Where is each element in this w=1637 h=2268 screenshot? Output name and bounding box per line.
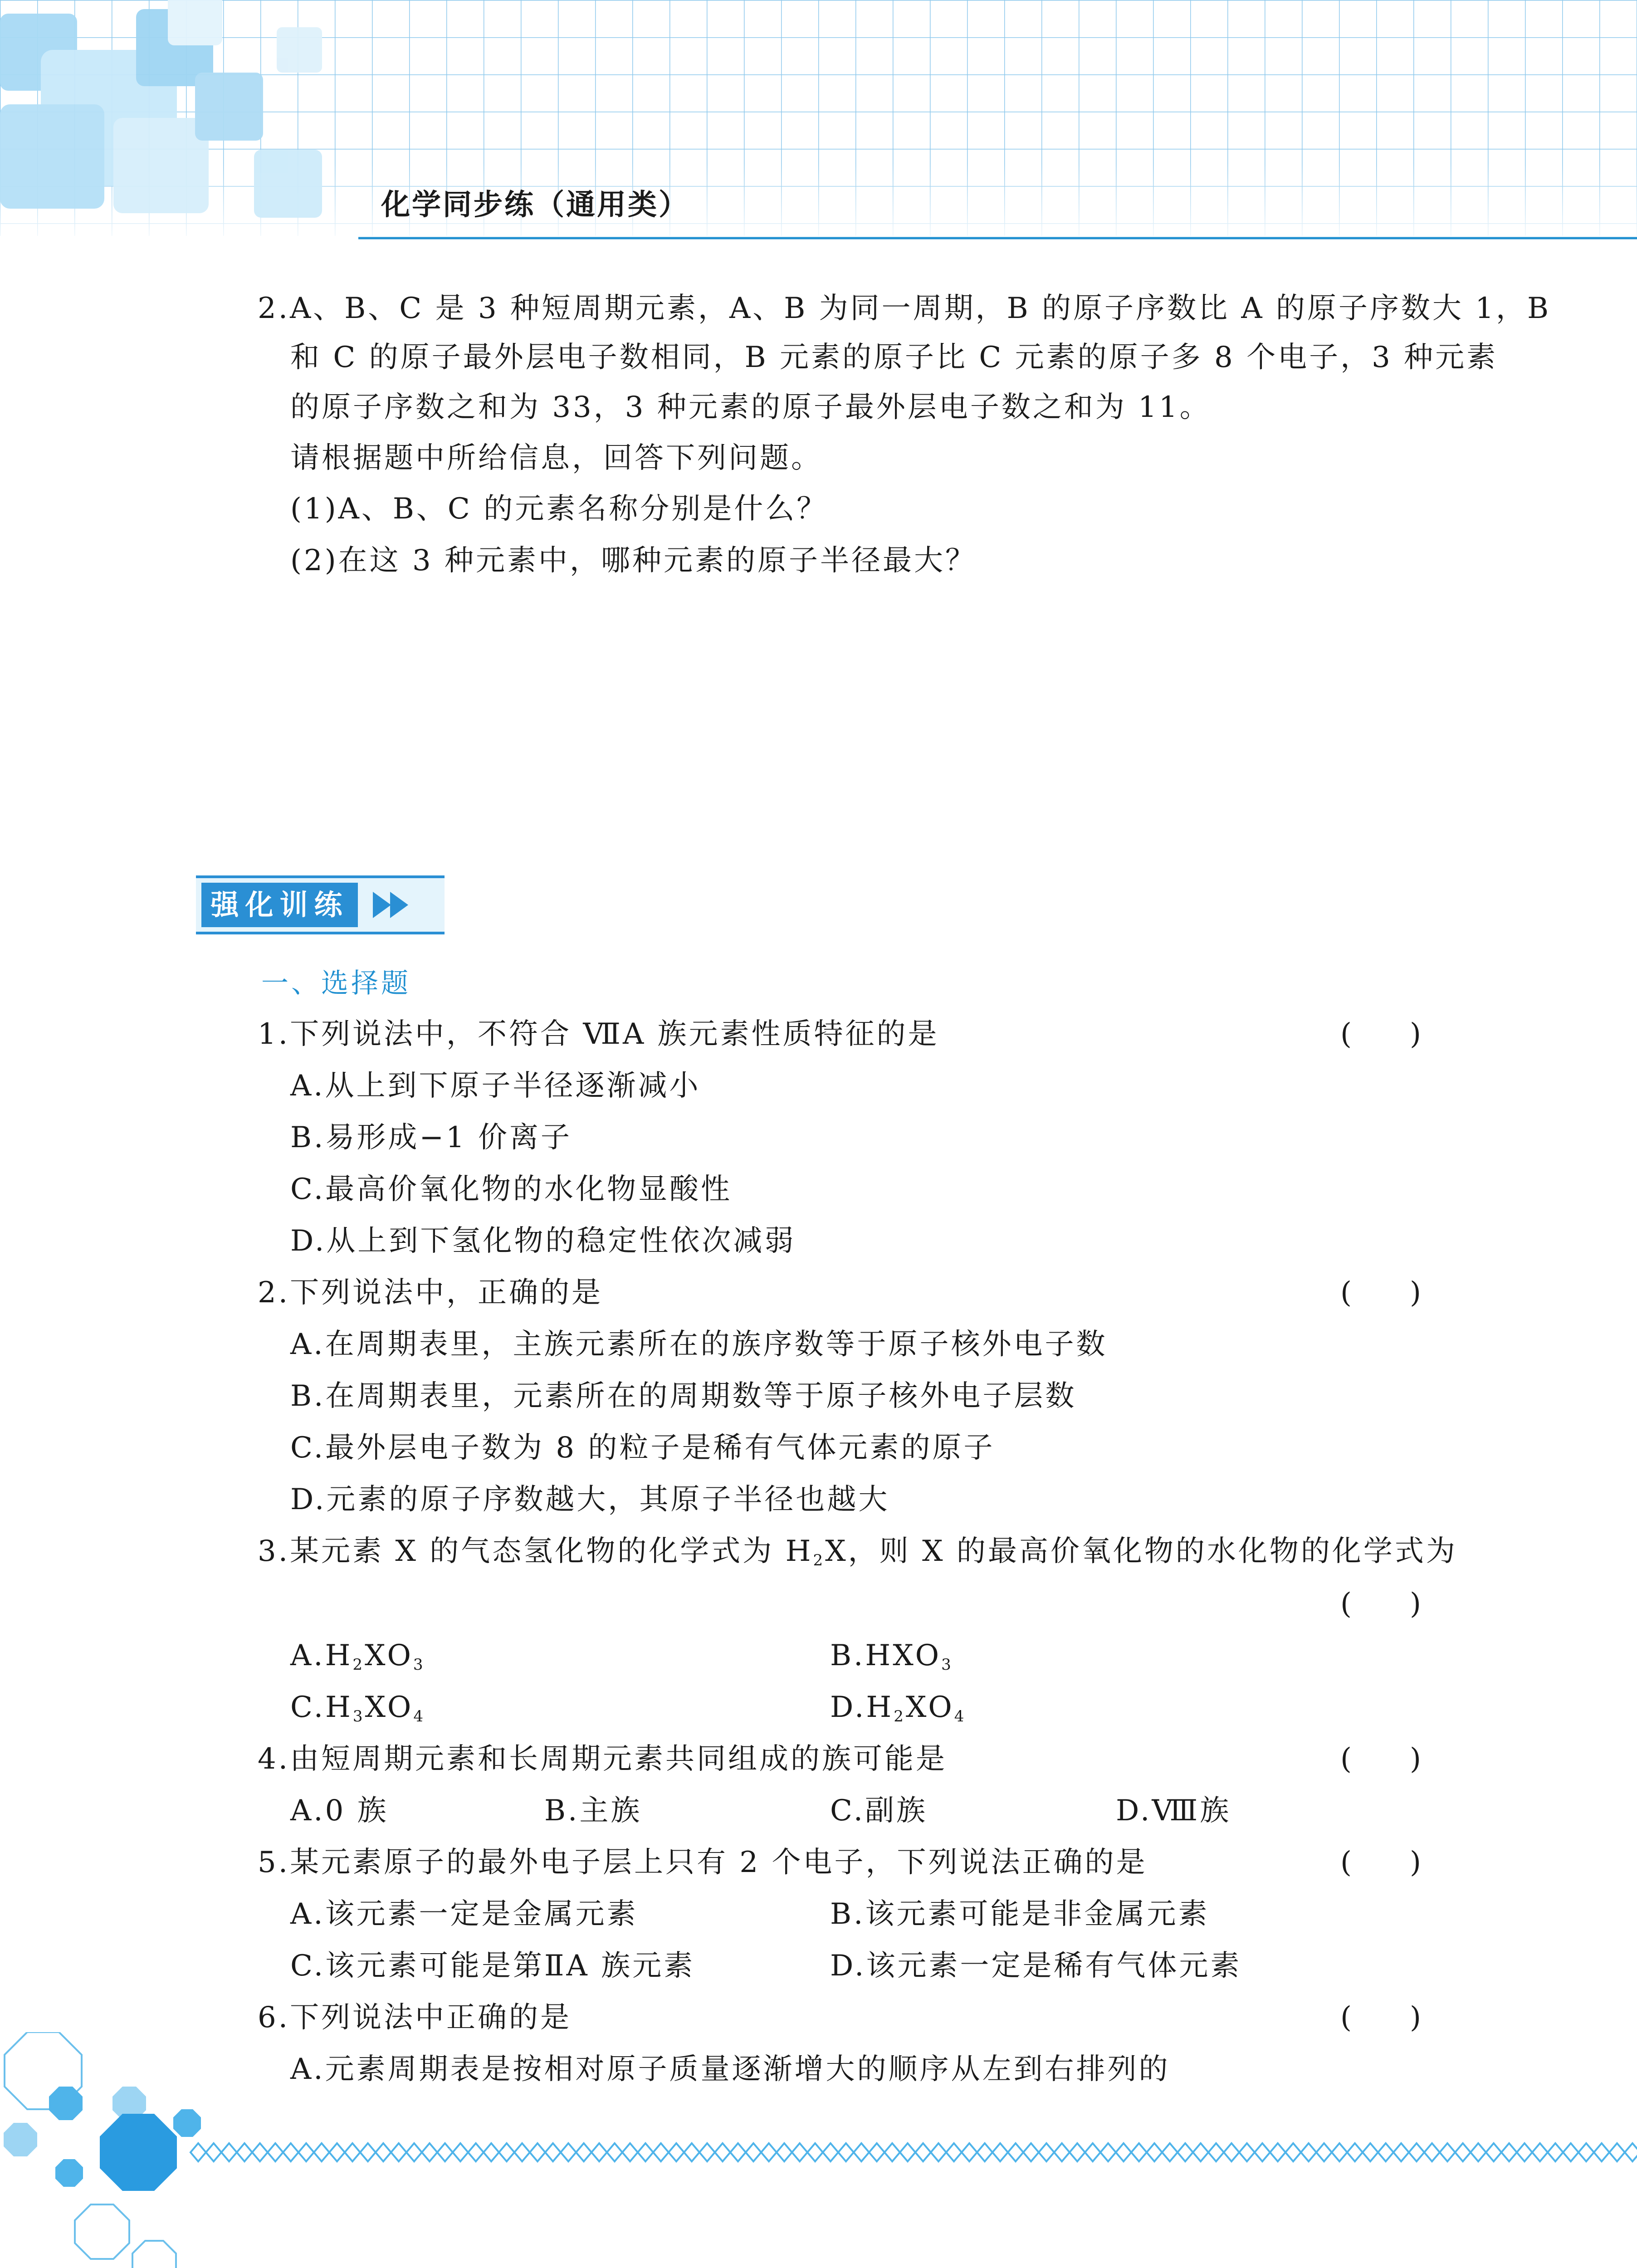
- option-c[interactable]: C.最外层电子数为 8 的粒子是稀有气体元素的原子: [290, 1431, 995, 1465]
- option-c[interactable]: C.该元素可能是第ⅡA 族元素: [290, 1949, 695, 1983]
- prev-question-line: 2.A、B、C 是 3 种短周期元素，A、B 为同一周期，B 的原子序数比 A 的原子序数大 1，B: [258, 292, 1551, 325]
- banner-label: 强化训练: [210, 888, 349, 921]
- prev-question-instruction: 请根据题中所给信息，回答下列问题。: [290, 441, 822, 475]
- question-5-stem: 5.某元素原子的最外电子层上只有 2 个电子，下列说法正确的是: [258, 1846, 1148, 1879]
- option-c[interactable]: C.最高价氧化物的水化物显酸性: [290, 1173, 733, 1206]
- answer-blank[interactable]: ( ): [1340, 1276, 1421, 1310]
- question-2-stem: 2.下列说法中，正确的是: [258, 1276, 603, 1310]
- option-a[interactable]: $A.H_2XO_3$: [290, 1639, 425, 1674]
- option-a[interactable]: A.在周期表里，主族元素所在的族序数等于原子核外电子数: [290, 1328, 1108, 1361]
- option-c[interactable]: $C.H_3XO_4$: [290, 1691, 426, 1725]
- option-b[interactable]: $B.HXO_3$: [830, 1639, 953, 1674]
- question-1-stem: 1.下列说法中，不符合 ⅦA 族元素性质特征的是: [258, 1017, 939, 1051]
- answer-blank[interactable]: ( ): [1340, 1017, 1421, 1051]
- option-d[interactable]: D.Ⅷ族: [1116, 1794, 1231, 1828]
- section-banner: [196, 875, 445, 934]
- page-header: [0, 0, 1637, 254]
- option-a[interactable]: A.元素周期表是按相对原子质量逐渐增大的顺序从左到右排列的: [290, 2053, 1170, 2086]
- option-d[interactable]: D.该元素一定是稀有气体元素: [830, 1949, 1242, 1983]
- prev-question-line: 和 C 的原子最外层电子数相同，B 元素的原子比 C 元素的原子多 8 个电子，3 种元素: [290, 341, 1498, 374]
- option-a[interactable]: A.从上到下原子半径逐渐减小: [290, 1069, 701, 1103]
- option-c[interactable]: C.副族: [830, 1794, 928, 1828]
- option-b[interactable]: B.易形成−1 价离子: [290, 1121, 572, 1154]
- section-heading: 一、选择题: [261, 968, 411, 999]
- option-a[interactable]: A.0 族: [290, 1794, 389, 1828]
- option-d[interactable]: D.元素的原子序数越大，其原子半径也越大: [290, 1483, 890, 1516]
- question-3-stem: 3.某元素 X 的气态氢化物的化学式为 $H_2X$，则 X 的最高价氧化物的水化物的化学式为: [258, 1535, 1457, 1569]
- header-grid-decoration: [0, 0, 1637, 254]
- answer-blank[interactable]: ( ): [1340, 1587, 1421, 1621]
- footer-decoration: [0, 2032, 1637, 2268]
- option-d[interactable]: D.从上到下氢化物的稳定性依次减弱: [290, 1224, 796, 1258]
- answer-blank[interactable]: ( ): [1340, 2001, 1421, 2034]
- option-d[interactable]: $D.H_2XO_4$: [830, 1691, 967, 1725]
- answer-blank[interactable]: ( ): [1340, 1846, 1421, 1879]
- question-4-stem: 4.由短周期元素和长周期元素共同组成的族可能是: [258, 1742, 948, 1776]
- option-b[interactable]: B.在周期表里，元素所在的周期数等于原子核外电子层数: [290, 1379, 1077, 1413]
- prev-subquestion-2: (2)在这 3 种元素中，哪种元素的原子半径最大？: [290, 544, 977, 577]
- option-a[interactable]: A.该元素一定是金属元素: [290, 1897, 638, 1931]
- prev-question-line: 的原子序数之和为 33，3 种元素的原子最外层电子数之和为 11。: [290, 391, 1211, 424]
- option-b[interactable]: B.该元素可能是非金属元素: [830, 1897, 1210, 1931]
- book-title: 化学同步练（通用类）: [381, 188, 689, 222]
- option-b[interactable]: B.主族: [544, 1794, 642, 1828]
- answer-blank[interactable]: ( ): [1340, 1742, 1421, 1776]
- prev-subquestion-1: (1)A、B、C 的元素名称分别是什么？: [290, 492, 828, 526]
- page-footer: [0, 2032, 1637, 2268]
- question-6-stem: 6.下列说法中正确的是: [258, 2001, 572, 2034]
